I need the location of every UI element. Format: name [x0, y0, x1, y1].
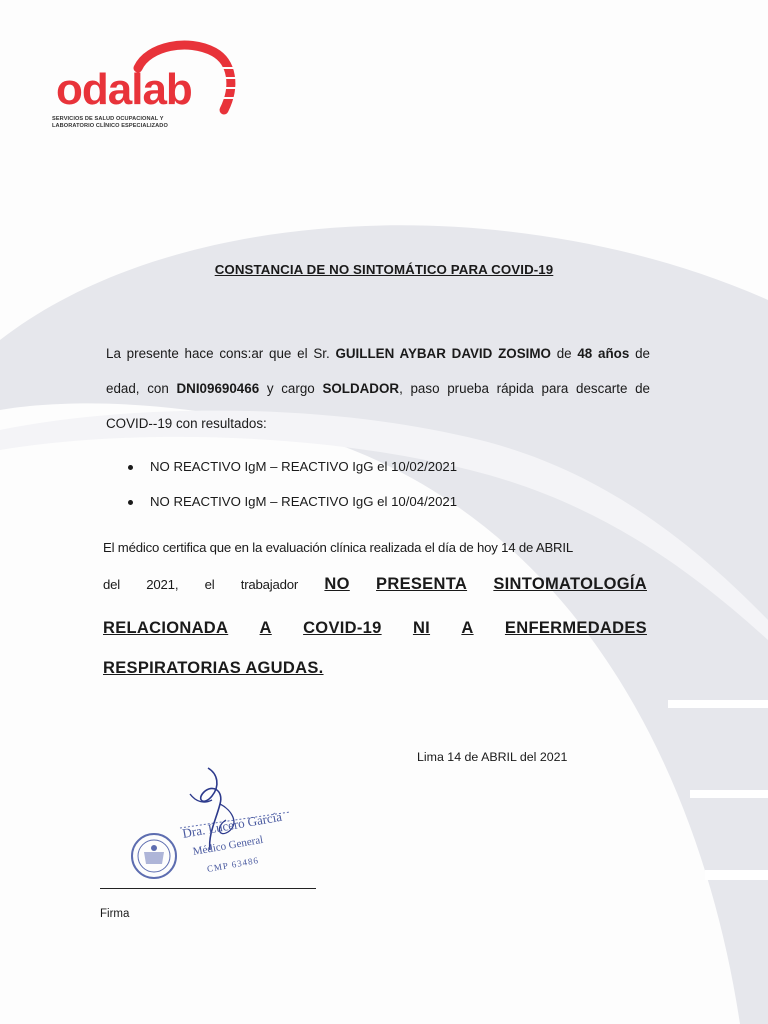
patient-age: 48	[577, 346, 593, 361]
patient-role: SOLDADOR	[322, 381, 400, 396]
intro-paragraph	[106, 336, 650, 441]
intro-text-4: de edad, con	[106, 346, 650, 396]
certification-block	[103, 535, 647, 699]
certification-line4	[103, 659, 647, 699]
stamp-doctor-name: Dra. Lucero García	[181, 808, 283, 842]
signature-line	[100, 888, 316, 889]
logo-subtitle	[52, 116, 222, 130]
result-item: NO REACTIVO IgM – REACTIVO IgG el 10/04/2021	[126, 491, 457, 526]
certification-line2	[103, 575, 647, 619]
cert-bold-covid: COVID-19	[303, 619, 382, 637]
stamp-doctor-role: Médico General	[191, 833, 265, 858]
odalab-logo	[48, 38, 238, 138]
stamp-cmp-number: CMP 63486	[206, 855, 260, 874]
certification-line3	[103, 619, 647, 659]
patient-dni: DNI09690466	[176, 381, 260, 396]
certification-line1: El médico certifica que en la evaluación clínica realizada el día de hoy 14 de ABRIL	[103, 540, 573, 555]
intro-text-5: y cargo	[259, 381, 323, 396]
cert-word-el: el	[204, 577, 215, 592]
logo-wordmark: odalab	[56, 65, 192, 114]
result-item: NO REACTIVO IgM – REACTIVO IgG el 10/02/2021	[126, 456, 457, 491]
cert-bold-presenta: PRESENTA	[376, 575, 468, 593]
cert-bold-a2: A	[461, 619, 474, 637]
results-list	[126, 456, 457, 526]
cert-bold-sintomatologia: SINTOMATOLOGÍA	[493, 575, 647, 593]
age-unit: años	[598, 346, 630, 361]
intro-text-1: La presente hace cons:ar que el Sr.	[106, 346, 336, 361]
cert-bold-a1: A	[259, 619, 272, 637]
document-title: CONSTANCIA DE NO SINTOMÁTICO PARA COVID-19	[214, 262, 554, 277]
signature-label: Firma	[100, 908, 130, 920]
logo-subtitle-line2: LABORATORIO CLÍNICO ESPECIALIZADO	[52, 123, 168, 129]
cert-word-del: del	[103, 577, 120, 592]
cert-bold-no: NO	[324, 575, 350, 593]
cert-bold-enfermedades: ENFERMEDADES	[504, 619, 647, 637]
logo-subtitle-line1: SERVICIOS DE SALUD OCUPACIONAL Y	[52, 116, 164, 122]
cert-bold-ni: NI	[412, 619, 431, 637]
cert-bold-respiratorias: RESPIRATORIAS AGUDAS.	[103, 659, 324, 677]
cert-bold-relacionada: RELACIONADA	[103, 619, 229, 637]
intro-text-2: de	[550, 346, 578, 361]
intro-text-6: , paso prueba rápida para descarte de COVID--19 con resultados:	[106, 381, 650, 431]
cert-word-year: 2021,	[146, 577, 179, 592]
patient-name: GUILLEN AYBAR DAVID ZOSIMO	[335, 346, 551, 361]
date-line: Lima 14 de ABRIL del 2021	[417, 750, 568, 764]
cert-word-trabajador: trabajador	[240, 577, 299, 592]
